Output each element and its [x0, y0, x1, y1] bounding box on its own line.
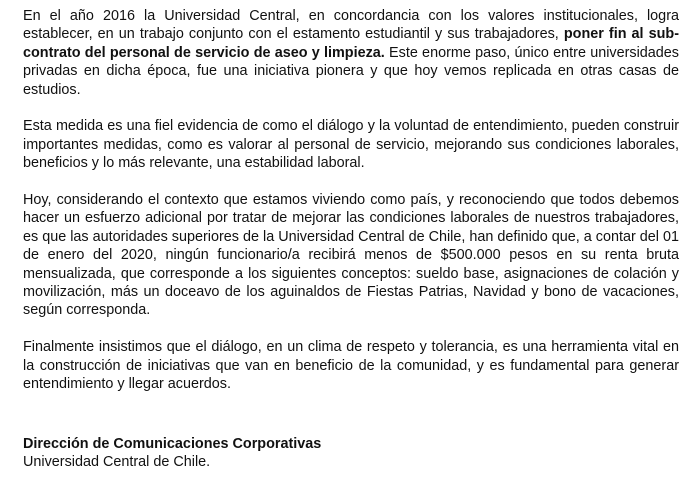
paragraph-1-text-start: En el año 2016 la Universidad Central, en concordancia con los valores institucionales, logra establecer, en un trabajo conjunto con el estamento estudiantil y sus trabajadores, — [23, 8, 679, 43]
paragraph-1 — [23, 7, 679, 99]
document-body — [23, 7, 679, 472]
signature-institution: Universidad Central de Chile. — [23, 454, 211, 471]
paragraph-1-text-end: Este enorme paso, único entre universidades privadas en dicha época, fue una iniciativa pionera y que hoy vemos replicada en otras casas de estudios. — [23, 44, 679, 98]
paragraph-2: Esta medida es una fiel evidencia de como el diálogo y la voluntad de entendimiento, pueden construir importantes medidas, como es valorar al personal de servicio, mejorando sus condiciones laborales, beneficios y lo más relevante, una estabilidad laboral. — [23, 118, 679, 172]
signature-block — [23, 435, 679, 472]
paragraph-3: Hoy, considerando el contexto que estamos viviendo como país, y reconociendo que todos debemos hacer un esfuerzo adicional por tratar de mejorar las condiciones laborales de nuestros trabajadores, es que las autoridades superiores de la Universidad Central de Chile, han definido que, a contar del 01 de enero del 2020, ningún funcionario/a recibirá menos de $500.000 pesos en su renta bruta mensualizada, que corresponde a los siguientes conceptos: sueldo base, asignaciones de colación y movilización, más un doceavo de los aguinaldos de Fiestas Patrias, Navidad y bono de vacaciones, según corresponda. — [23, 192, 679, 319]
signature-department: Dirección de Comunicaciones Corporativas — [23, 435, 322, 452]
signature-spacer — [23, 412, 679, 435]
paragraph-1-bold-phrase: poner fin al sub-contrato del personal de servicio de aseo y limpieza. — [23, 26, 680, 61]
paragraph-4: Finalmente insistimos que el diálogo, en un clima de respeto y tolerancia, es una herramienta vital en la construcción de iniciativas que van en beneficio de la comunidad, y es fundamental para generar entendimiento y llegar acuerdos. — [23, 339, 679, 393]
